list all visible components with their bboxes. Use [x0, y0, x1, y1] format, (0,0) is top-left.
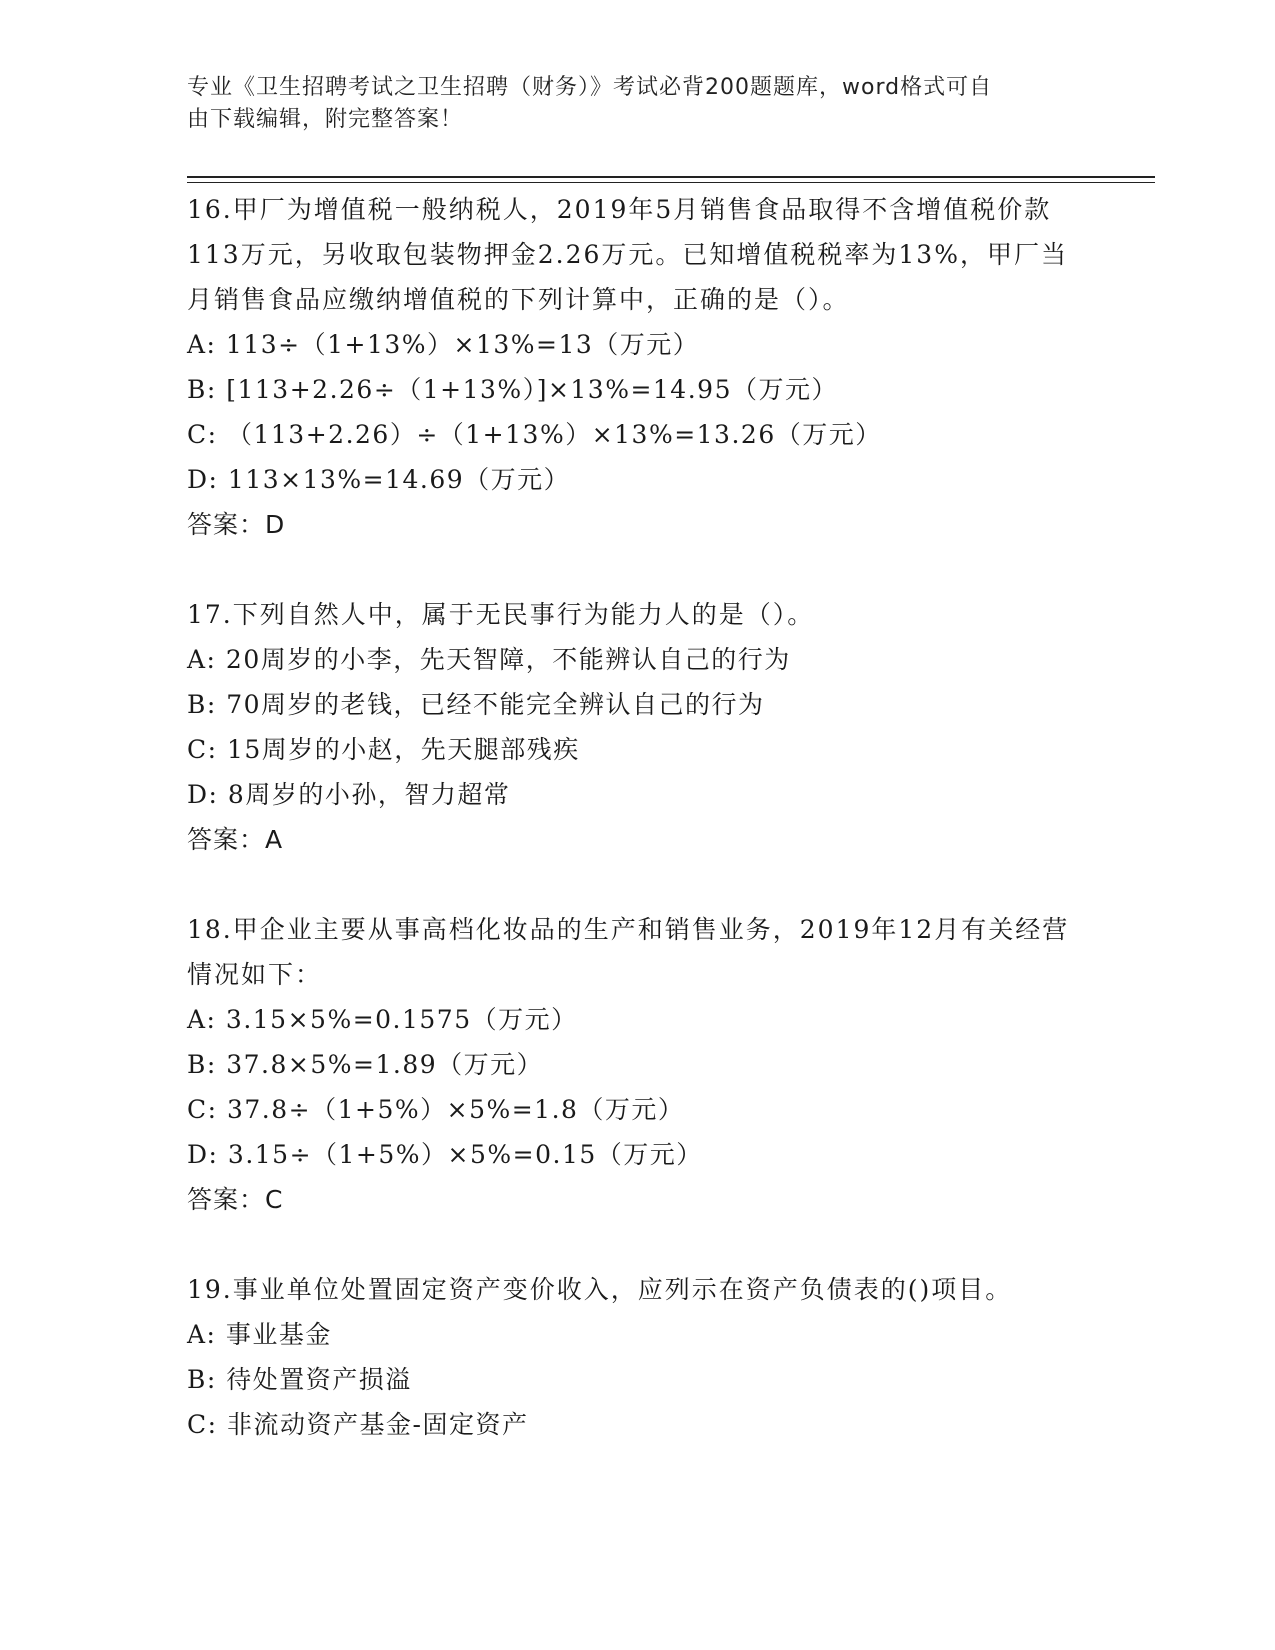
option-c: C: 15周岁的小赵，先天腿部残疾: [187, 735, 580, 764]
header-divider-thick: [187, 176, 1155, 178]
option-c: C: 非流动资产基金-固定资产: [187, 1410, 529, 1439]
answer: 答案：D: [187, 510, 286, 539]
question-stem: 19.事业单位处置固定资产变价收入，应列示在资产负债表的()项目。: [187, 1275, 1013, 1304]
question-stem: 18.甲企业主要从事高档化妆品的生产和销售业务，2019年12月有关经营情况如下：: [187, 915, 1070, 989]
option-c: C: （113+2.26）÷（1+13%）×13%=13.26（万元）: [187, 420, 882, 449]
option-b: B: [113+2.26÷（1+13%）]×13%=14.95（万元）: [187, 375, 838, 404]
header-line-2: 由下载编辑，附完整答案！: [187, 107, 464, 132]
option-c: C: 37.8÷（1+5%）×5%=1.8（万元）: [187, 1095, 685, 1124]
option-a: A: 20周岁的小李，先天智障，不能辨认自己的行为: [187, 645, 791, 674]
header-line-1: 专业《卫生招聘考试之卫生招聘（财务）》考试必背200题题库，word格式可自: [187, 75, 993, 100]
question-16: [187, 187, 1087, 547]
option-a: A: 113÷（1+13%）×13%=13（万元）: [187, 330, 700, 359]
option-d: D: 8周岁的小孙，智力超常: [187, 780, 511, 809]
question-spacer: [187, 547, 1087, 592]
answer: 答案：A: [187, 825, 284, 854]
option-d: D: 3.15÷（1+5%）×5%=0.15（万元）: [187, 1140, 703, 1169]
document-header: [187, 72, 1067, 136]
option-a: A: 3.15×5%=0.1575（万元）: [187, 1005, 578, 1034]
question-17: [187, 592, 1087, 862]
question-stem: 17.下列自然人中，属于无民事行为能力人的是（）。: [187, 600, 815, 629]
option-d: D: 113×13%=14.69（万元）: [187, 465, 571, 494]
option-a: A: 事业基金: [187, 1320, 332, 1349]
question-spacer: [187, 862, 1087, 907]
option-b: B: 37.8×5%=1.89（万元）: [187, 1050, 544, 1079]
option-b: B: 待处置资产损溢: [187, 1365, 412, 1394]
header-divider-thin: [187, 182, 1155, 183]
question-stem: 16.甲厂为增值税一般纳税人，2019年5月销售食品取得不含增值税价款113万元，另收取包装物押金2.26万元。已知增值税税率为13%，甲厂当月销售食品应缴纳增值税的下列计算中，正确的是（）。: [187, 195, 1068, 314]
question-19: [187, 1267, 1087, 1447]
question-list: [187, 187, 1087, 1447]
answer: 答案：C: [187, 1185, 284, 1214]
question-18: [187, 907, 1087, 1222]
option-b: B: 70周岁的老钱，已经不能完全辨认自己的行为: [187, 690, 765, 719]
question-spacer: [187, 1222, 1087, 1267]
